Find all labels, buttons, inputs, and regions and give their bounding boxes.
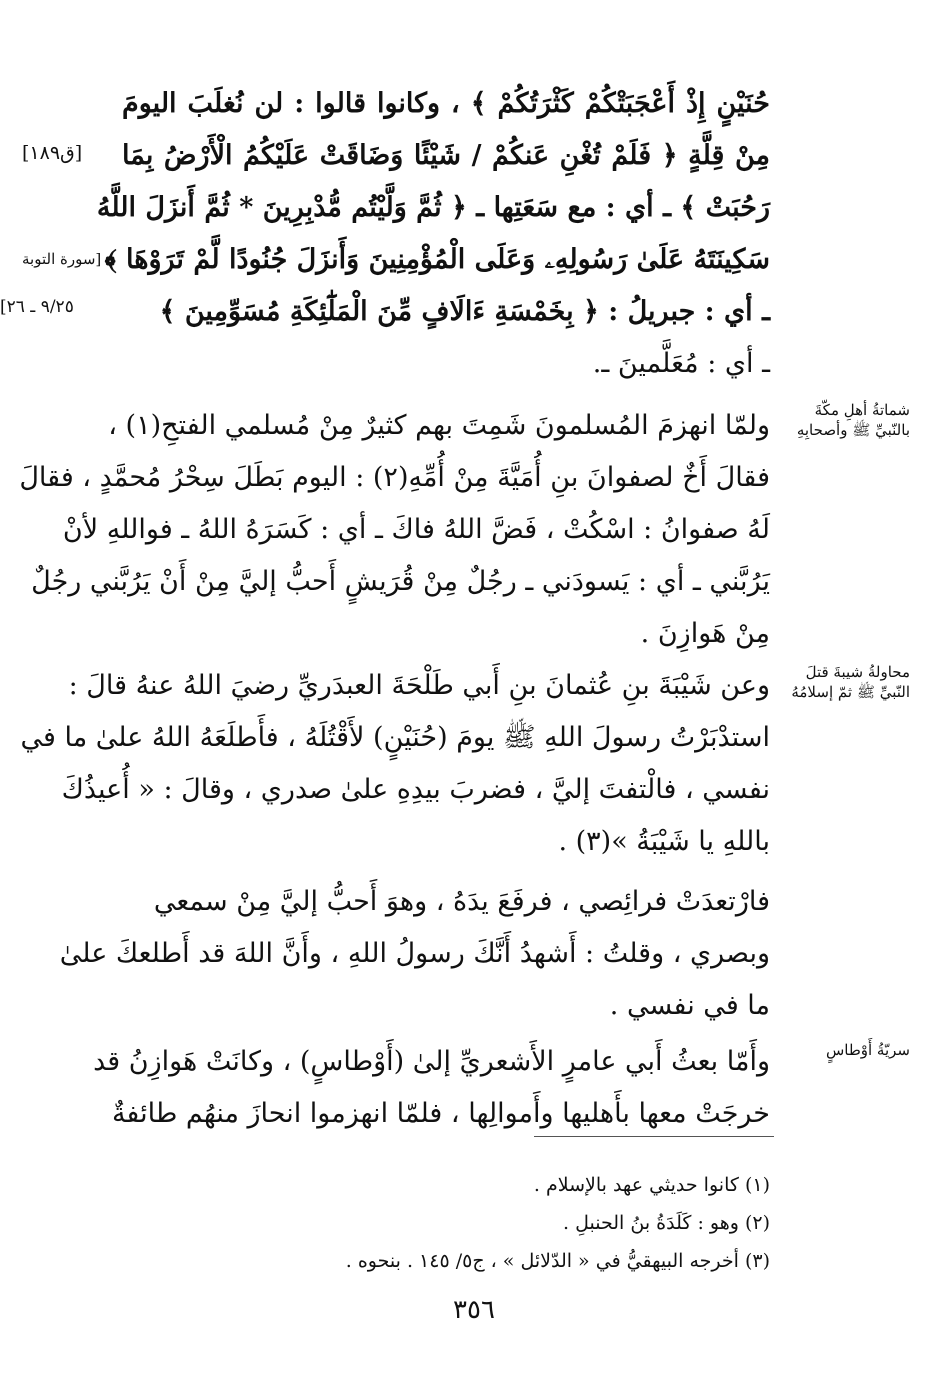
surah-reference-line-1: [سورة التوبة — [22, 250, 102, 268]
margin-note-gloating: شماتةُ أهلِ مكّةَ بالنّبيِّ ﷺ وأصحابِهِ — [796, 401, 910, 439]
text-line-6: ـ أي : مُعَلَّمينَ ـ. — [592, 348, 770, 379]
page-number: ٣٥٦ — [453, 1295, 495, 1325]
footnote-3: (٣) أخرجه البيهقيُّ في « الدّلائل » ، ج٥/ ١٤٥ . بنحوه . — [345, 1250, 770, 1272]
footnote-2: (٢) وهو : كَلَدَةُ بنُ الحنبلِ . — [563, 1212, 770, 1234]
text-line-7: ولمّا انهزمَ المُسلمونَ شَمِتَ بهم كثيرٌ مِنْ مُسلمي الفتحِ(١) ، — [108, 410, 770, 441]
text-line-4: سَكِينَتَهُ عَلَىٰ رَسُولِهِۦ وَعَلَى الْمُؤْمِنِينَ وَأَنزَلَ جُنُودًا لَّمْ تَرَوْهَا ﴾ — [104, 244, 770, 275]
footnote-separator — [534, 1136, 774, 1137]
text-line-8: فقالَ أَخٌ لصفوانَ بنِ أُمَيَّةَ مِنْ أُمِّهِ(٢) : اليوم بَطَلَ سِحْرُ مُحمَّدٍ ، فقالَ — [19, 462, 770, 493]
text-line-2: مِنْ قِلَّةٍ ﴿ فَلَمْ تُغْنِ عَنكُمْ / شَيْئًا وَضَاقَتْ عَلَيْكُمُ الْأَرْضُ بِمَا — [122, 140, 770, 171]
text-line-14: نفسي ، فالْتفتَ إليَّ ، فضربَ بيدِهِ علىٰ صدري ، وقالَ : « أُعيذُكَ — [61, 774, 770, 805]
text-line-18: ما في نفسي . — [609, 990, 770, 1021]
text-line-20: خرجَتْ معها بأَهليها وأَموالِها ، فلمّا انهزموا انحازَ منهُم طائفةٌ — [111, 1098, 770, 1129]
text-line-1: حُنَيْنٍ إِذْ أَعْجَبَتْكُمْ كَثْرَتُكُمْ ﴾ ، وكانوا قالوا : لن نُغلَبَ اليومَ — [122, 88, 770, 119]
text-line-11: مِنْ هَوازِنَ . — [640, 618, 770, 649]
footnote-1: (١) كانوا حديثي عهد بالإسلام . — [533, 1174, 770, 1196]
text-line-9: لَهُ صفوانُ : اسْكُتْ ، فَضَّ اللهُ فاكَ ـ أي : كَسَرَهُ اللهُ ـ فواللهِ لأنْ — [62, 514, 770, 545]
text-line-19: وأَمّا بعثُ أَبي عامرٍ الأَشعريِّ إلىٰ (أَوْطاسٍ) ، وكانَتْ هَوازِنُ قد — [93, 1046, 770, 1077]
text-line-12: وعن شَيْبَةَ بنِ عُثمانَ بنِ أَبي طَلْحَةَ العبدَريِّ رضيَ اللهُ عنهُ قالَ : — [68, 670, 770, 701]
text-line-5: ـ أي : جبريلُ : ﴿ بِخَمْسَةِ ءَالَافٍ مِّنَ الْمَلَٰٓئِكَةِ مُسَوِّمِينَ ﴾ — [159, 296, 770, 327]
margin-note-shaybah: محاولةُ شيبةَ قتلَ النّبيِّ ﷺ ثمّ إسلامُهُ — [791, 663, 910, 701]
text-line-3: رَحُبَتْ ﴾ ـ أي : مع سَعَتِها ـ ﴿ ثُمَّ وَلَّيْتُم مُّدْبِرِينَ * ثُمَّ أَنزَلَ اللَّهُ — [96, 192, 770, 223]
text-line-15: باللهِ يا شَيْبَةُ »(٣) . — [558, 826, 770, 857]
text-line-13: استدْبَرْتُ رسولَ اللهِ ﷺ يومَ (حُنَيْنٍ) لأَقْتُلَهُ ، فأَطلَعَهُ اللهُ علىٰ ما في — [20, 722, 770, 753]
text-line-17: وبصري ، وقلتُ : أَشهدُ أَنَّكَ رسولُ اللهِ ، وأَنَّ اللهَ قد أَطلعكَ علىٰ — [59, 938, 770, 969]
text-line-16: فارْتعدَتْ فرائِصي ، فرفَعَ يدَهُ ، وهوَ أَحبُّ إليَّ مِنْ سمعي — [153, 886, 770, 917]
surah-reference-line-2: ٩/٢٥ ـ ٢٦] — [0, 297, 74, 317]
margin-note-awtas: سريّةُ أَوْطاسٍ — [825, 1041, 910, 1059]
manuscript-page-marker: [ق١٨٩] — [22, 142, 83, 164]
text-line-10: يَرُبَّني ـ أي : يَسودَني ـ رجُلٌ مِنْ قُرَيشٍ أَحبُّ إليَّ مِنْ أَنْ يَرُبَّني رجُلٌ — [31, 566, 770, 597]
